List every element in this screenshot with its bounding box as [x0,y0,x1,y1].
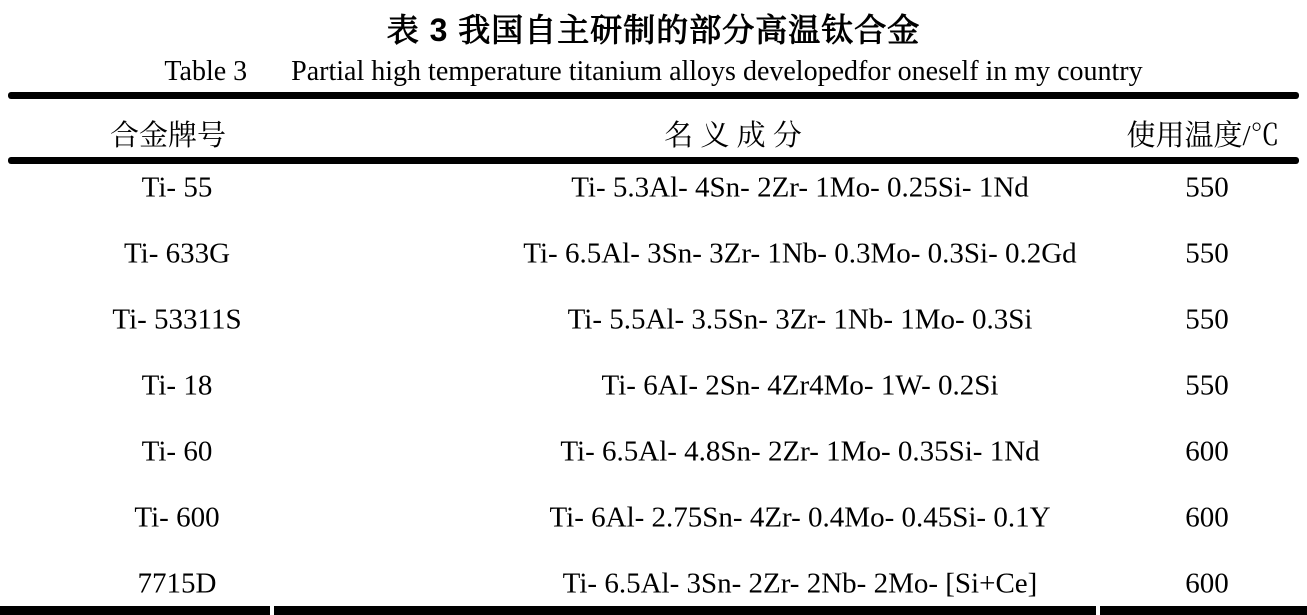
header-cell-composition: 名 义 成 分 [664,120,802,152]
caption-label: Table 3 [164,56,248,87]
grade-cell: Ti- 53311S [112,303,242,336]
top-rule [8,92,1299,99]
temperature-cell: 550 [1185,171,1229,204]
temperature-cell: 550 [1185,237,1229,270]
grade-cell: 7715D [137,567,217,600]
composition-cell: Ti- 5.5Al- 3.5Sn- 3Zr- 1Nb- 1Mo- 0.3Si [567,303,1033,336]
grade-cell: Ti- 60 [141,435,213,468]
grade-cell: Ti- 18 [141,369,213,402]
temperature-cell: 550 [1185,303,1229,336]
temperature-cell: 600 [1185,501,1229,534]
composition-cell: Ti- 6AI- 2Sn- 4Zr4Mo- 1W- 0.2Si [601,369,999,402]
bottom-rule-segment [0,606,270,615]
caption-text: Partial high temperature titanium alloys developedfor oneself in my country [291,56,1143,87]
temperature-cell: 600 [1185,435,1229,468]
composition-cell: Ti- 6.5Al- 3Sn- 3Zr- 1Nb- 0.3Mo- 0.3Si- 0.2Gd [523,237,1077,270]
table-body [0,155,1307,615]
bottom-rule-segment [274,606,1096,615]
composition-cell: Ti- 6.5Al- 3Sn- 2Zr- 2Nb- 2Mo- [Si+Ce] [562,567,1038,600]
table-row [0,485,1307,551]
grade-cell: Ti- 600 [134,501,220,534]
table-caption [0,56,1307,88]
grade-cell: Ti- 633G [123,237,231,270]
header-cell-temperature: 使用温度/℃ [1126,120,1280,152]
grade-cell: Ti- 55 [141,171,213,204]
composition-cell: Ti- 6.5Al- 4.8Sn- 2Zr- 1Mo- 0.35Si- 1Nd [560,435,1040,468]
header-cell-grade: 合金牌号 [109,120,227,152]
table-row [0,419,1307,485]
table-row [0,155,1307,221]
bottom-rule-segment [1100,606,1307,615]
temperature-cell: 600 [1185,567,1229,600]
table-title-chinese: 表 3 我国自主研制的部分高温钛合金 [386,12,921,48]
table-row [0,353,1307,419]
composition-cell: Ti- 6Al- 2.75Sn- 4Zr- 0.4Mo- 0.45Si- 0.1Y [549,501,1051,534]
table-row [0,287,1307,353]
table-row [0,221,1307,287]
temperature-cell: 550 [1185,369,1229,402]
composition-cell: Ti- 5.3Al- 4Sn- 2Zr- 1Mo- 0.25Si- 1Nd [571,171,1029,204]
